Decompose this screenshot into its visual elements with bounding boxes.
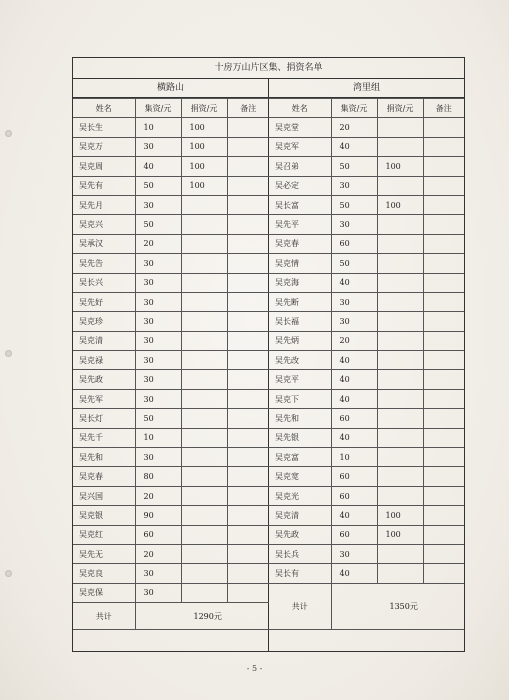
cell-raised: 30 <box>135 351 181 370</box>
cell-raised: 90 <box>135 506 181 525</box>
cell-name: 吴先好 <box>73 292 135 311</box>
table-row <box>73 118 269 137</box>
cell-remarks <box>423 467 464 486</box>
cell-raised: 10 <box>135 118 181 137</box>
table-row <box>73 273 269 292</box>
cell-remarks <box>227 428 269 447</box>
total-label: 共计 <box>269 583 331 629</box>
header-donated: 捐资/元 <box>377 99 423 118</box>
cell-remarks <box>423 254 464 273</box>
cell-remarks <box>423 506 464 525</box>
table-row <box>269 389 464 408</box>
table-row <box>73 370 269 389</box>
cell-remarks <box>227 486 269 505</box>
cell-remarks <box>423 273 464 292</box>
table-row <box>73 544 269 563</box>
cell-donated: 100 <box>181 118 227 137</box>
cell-donated <box>181 486 227 505</box>
cell-remarks <box>423 331 464 350</box>
cell-raised: 20 <box>135 544 181 563</box>
cell-raised: 50 <box>135 215 181 234</box>
cell-donated <box>181 370 227 389</box>
cell-donated <box>377 351 423 370</box>
cell-donated: 100 <box>377 195 423 214</box>
table-row <box>73 234 269 253</box>
cell-donated: 100 <box>181 137 227 156</box>
cell-donated <box>181 428 227 447</box>
cell-name: 吴克堂 <box>269 118 331 137</box>
cell-raised: 10 <box>331 448 377 467</box>
cell-remarks <box>227 137 269 156</box>
table-row <box>73 467 269 486</box>
table-row <box>73 506 269 525</box>
header-name: 姓名 <box>269 99 331 118</box>
cell-name: 吴先军 <box>73 389 135 408</box>
list-title: 十房万山片区集、捐资名单 <box>73 58 464 79</box>
cell-remarks <box>227 176 269 195</box>
table-row <box>269 370 464 389</box>
cell-donated <box>181 506 227 525</box>
cell-raised: 20 <box>135 486 181 505</box>
cell-donated <box>181 273 227 292</box>
cell-raised: 30 <box>135 564 181 583</box>
cell-name: 吴先无 <box>73 544 135 563</box>
cell-raised: 30 <box>135 370 181 389</box>
cell-raised: 40 <box>331 506 377 525</box>
cell-remarks <box>423 118 464 137</box>
cell-donated: 100 <box>181 176 227 195</box>
cell-donated <box>377 467 423 486</box>
cell-donated <box>377 118 423 137</box>
table-row <box>269 312 464 331</box>
cell-remarks <box>227 195 269 214</box>
cell-raised: 30 <box>331 215 377 234</box>
cell-donated <box>181 544 227 563</box>
cell-name: 吴长生 <box>73 118 135 137</box>
cell-donated <box>377 292 423 311</box>
cell-name: 吴克春 <box>73 467 135 486</box>
cell-remarks <box>227 583 269 602</box>
cell-remarks <box>423 312 464 331</box>
total-value: 1290元 <box>135 603 269 630</box>
cell-donated <box>377 312 423 331</box>
cell-raised: 40 <box>135 157 181 176</box>
page-number: - 5 - <box>246 664 263 673</box>
table-row <box>73 331 269 350</box>
cell-name: 吴克保 <box>73 583 135 602</box>
cell-name: 吴长兴 <box>73 273 135 292</box>
cell-remarks <box>227 215 269 234</box>
cell-remarks <box>423 370 464 389</box>
cell-raised: 30 <box>135 389 181 408</box>
cell-name: 吴必定 <box>269 176 331 195</box>
cell-name: 吴克清 <box>73 331 135 350</box>
cell-remarks <box>423 215 464 234</box>
cell-remarks <box>423 234 464 253</box>
cell-raised: 50 <box>331 195 377 214</box>
cell-raised: 50 <box>135 409 181 428</box>
cell-donated <box>377 370 423 389</box>
cell-name: 吴先政 <box>269 525 331 544</box>
cell-remarks <box>227 234 269 253</box>
cell-raised: 50 <box>331 254 377 273</box>
table-row <box>269 525 464 544</box>
cell-raised: 60 <box>331 234 377 253</box>
table-row <box>269 234 464 253</box>
cell-remarks <box>423 292 464 311</box>
cell-raised: 30 <box>135 195 181 214</box>
cell-name: 吴先和 <box>73 448 135 467</box>
table-row <box>73 292 269 311</box>
header-donated: 捐资/元 <box>181 99 227 118</box>
cell-remarks <box>423 564 464 583</box>
cell-remarks <box>423 176 464 195</box>
table-row <box>269 157 464 176</box>
header-raised: 集资/元 <box>135 99 181 118</box>
cell-raised: 80 <box>135 467 181 486</box>
table-row <box>269 506 464 525</box>
table-row <box>269 118 464 137</box>
cell-remarks <box>423 389 464 408</box>
table-row <box>269 137 464 156</box>
cell-remarks <box>227 351 269 370</box>
cell-donated <box>181 254 227 273</box>
cell-raised: 60 <box>135 525 181 544</box>
cell-remarks <box>227 389 269 408</box>
cell-remarks <box>423 448 464 467</box>
cell-donated <box>181 234 227 253</box>
header-name: 姓名 <box>73 99 135 118</box>
cell-raised: 30 <box>331 544 377 563</box>
cell-remarks <box>227 467 269 486</box>
table-row <box>73 215 269 234</box>
cell-remarks <box>227 254 269 273</box>
cell-name: 吴承汉 <box>73 234 135 253</box>
table-row <box>73 176 269 195</box>
cell-name: 吴长灯 <box>73 409 135 428</box>
cell-name: 吴克光 <box>269 486 331 505</box>
cell-name: 吴先政 <box>73 370 135 389</box>
cell-remarks <box>423 157 464 176</box>
cell-donated <box>181 525 227 544</box>
cell-name: 吴先平 <box>269 215 331 234</box>
cell-remarks <box>423 544 464 563</box>
table-row <box>73 564 269 583</box>
cell-name: 吴兴国 <box>73 486 135 505</box>
section-title-left: 横路山 <box>73 79 268 98</box>
table-row <box>73 428 269 447</box>
cell-donated <box>181 564 227 583</box>
cell-name: 吴克清 <box>269 506 331 525</box>
cell-remarks <box>227 331 269 350</box>
cell-donated <box>377 486 423 505</box>
cell-name: 吴克富 <box>269 448 331 467</box>
table-row <box>269 486 464 505</box>
total-value: 1350元 <box>331 583 464 629</box>
cell-raised: 40 <box>331 428 377 447</box>
cell-name: 吴先断 <box>269 292 331 311</box>
cell-donated <box>181 331 227 350</box>
table-row <box>269 195 464 214</box>
cell-name: 吴先告 <box>73 254 135 273</box>
cell-donated <box>377 389 423 408</box>
donation-list-sheet <box>72 57 465 652</box>
cell-donated <box>377 137 423 156</box>
cell-name: 吴克周 <box>73 157 135 176</box>
cell-name: 吴召弟 <box>269 157 331 176</box>
cell-remarks <box>227 292 269 311</box>
table-row <box>269 176 464 195</box>
cell-raised: 30 <box>135 448 181 467</box>
cell-donated <box>377 331 423 350</box>
cell-name: 吴长有 <box>269 564 331 583</box>
cell-donated <box>181 215 227 234</box>
cell-name: 吴先有 <box>73 176 135 195</box>
table-row <box>73 525 269 544</box>
cell-donated <box>181 351 227 370</box>
cell-donated: 100 <box>377 157 423 176</box>
cell-raised: 50 <box>135 176 181 195</box>
cell-name: 吴先炳 <box>269 331 331 350</box>
table-row <box>73 389 269 408</box>
cell-donated <box>377 544 423 563</box>
table-row <box>73 157 269 176</box>
cell-raised: 60 <box>331 467 377 486</box>
cell-name: 吴先和 <box>269 409 331 428</box>
cell-donated <box>377 176 423 195</box>
cell-name: 吴克情 <box>269 254 331 273</box>
section-title-right: 湾里组 <box>269 79 464 98</box>
table-row <box>269 292 464 311</box>
cell-raised: 60 <box>331 486 377 505</box>
cell-name: 吴先银 <box>269 428 331 447</box>
right-table <box>269 98 464 630</box>
cell-remarks <box>227 118 269 137</box>
cell-remarks <box>423 351 464 370</box>
cell-raised: 30 <box>331 292 377 311</box>
table-row <box>73 448 269 467</box>
cell-raised: 30 <box>135 312 181 331</box>
cell-remarks <box>227 564 269 583</box>
cell-donated <box>377 428 423 447</box>
cell-donated <box>181 409 227 428</box>
cell-remarks <box>423 195 464 214</box>
cell-donated <box>181 583 227 602</box>
cell-name: 吴长富 <box>269 195 331 214</box>
table-row <box>269 215 464 234</box>
cell-raised: 30 <box>135 583 181 602</box>
cell-raised: 30 <box>135 254 181 273</box>
cell-name: 吴先改 <box>269 351 331 370</box>
section-henglushan <box>73 79 269 651</box>
cell-raised: 40 <box>331 370 377 389</box>
cell-name: 吴克海 <box>269 273 331 292</box>
cell-raised: 40 <box>331 564 377 583</box>
cell-name: 吴克宽 <box>269 467 331 486</box>
header-remarks: 备注 <box>227 99 269 118</box>
total-label: 共计 <box>73 603 135 630</box>
left-table <box>73 98 269 630</box>
cell-donated <box>377 254 423 273</box>
cell-raised: 40 <box>331 137 377 156</box>
cell-raised: 30 <box>135 292 181 311</box>
cell-donated <box>377 273 423 292</box>
table-row <box>73 312 269 331</box>
cell-raised: 30 <box>135 331 181 350</box>
cell-remarks <box>227 370 269 389</box>
cell-name: 吴克兴 <box>73 215 135 234</box>
cell-donated <box>181 292 227 311</box>
cell-remarks <box>423 525 464 544</box>
table-row <box>269 428 464 447</box>
cell-raised: 60 <box>331 525 377 544</box>
cell-donated <box>377 448 423 467</box>
cell-remarks <box>423 428 464 447</box>
cell-raised: 30 <box>331 312 377 331</box>
cell-donated <box>181 389 227 408</box>
cell-remarks <box>423 486 464 505</box>
cell-name: 吴克万 <box>73 137 135 156</box>
cell-name: 吴克军 <box>269 137 331 156</box>
cell-donated: 100 <box>181 157 227 176</box>
table-row <box>73 409 269 428</box>
cell-name: 吴克禄 <box>73 351 135 370</box>
header-remarks: 备注 <box>423 99 464 118</box>
table-row <box>269 448 464 467</box>
cell-remarks <box>227 312 269 331</box>
table-row <box>269 331 464 350</box>
cell-name: 吴克良 <box>73 564 135 583</box>
table-row <box>73 486 269 505</box>
cell-donated: 100 <box>377 506 423 525</box>
table-row <box>269 544 464 563</box>
cell-name: 吴长福 <box>269 312 331 331</box>
table-row <box>269 467 464 486</box>
table-row <box>269 409 464 428</box>
cell-remarks <box>423 137 464 156</box>
cell-remarks <box>227 157 269 176</box>
cell-raised: 20 <box>331 331 377 350</box>
section-wanlizu <box>269 79 464 651</box>
cell-name: 吴长兵 <box>269 544 331 563</box>
cell-donated <box>377 409 423 428</box>
cell-raised: 40 <box>331 389 377 408</box>
table-row <box>73 137 269 156</box>
table-row <box>269 254 464 273</box>
cell-donated <box>181 195 227 214</box>
cell-raised: 30 <box>135 273 181 292</box>
cell-raised: 20 <box>331 118 377 137</box>
cell-remarks <box>227 525 269 544</box>
cell-name: 吴克红 <box>73 525 135 544</box>
cell-raised: 50 <box>331 157 377 176</box>
cell-raised: 30 <box>331 176 377 195</box>
cell-remarks <box>227 273 269 292</box>
cell-name: 吴克下 <box>269 389 331 408</box>
cell-donated <box>181 467 227 486</box>
cell-raised: 20 <box>135 234 181 253</box>
cell-donated <box>181 448 227 467</box>
cell-raised: 40 <box>331 351 377 370</box>
cell-donated: 100 <box>377 525 423 544</box>
table-row <box>73 195 269 214</box>
cell-remarks <box>227 448 269 467</box>
cell-remarks <box>423 409 464 428</box>
cell-raised: 10 <box>135 428 181 447</box>
cell-donated <box>377 215 423 234</box>
cell-name: 吴先千 <box>73 428 135 447</box>
table-row <box>73 351 269 370</box>
header-raised: 集资/元 <box>331 99 377 118</box>
cell-raised: 60 <box>331 409 377 428</box>
cell-raised: 30 <box>135 137 181 156</box>
cell-donated <box>377 564 423 583</box>
table-row <box>73 254 269 273</box>
cell-name: 吴克平 <box>269 370 331 389</box>
cell-name: 吴克珍 <box>73 312 135 331</box>
cell-donated <box>181 312 227 331</box>
table-row <box>269 273 464 292</box>
cell-remarks <box>227 506 269 525</box>
cell-name: 吴克银 <box>73 506 135 525</box>
table-row <box>269 564 464 583</box>
cell-remarks <box>227 409 269 428</box>
cell-name: 吴先月 <box>73 195 135 214</box>
cell-remarks <box>227 544 269 563</box>
table-row <box>269 351 464 370</box>
cell-name: 吴克春 <box>269 234 331 253</box>
cell-donated <box>377 234 423 253</box>
table-row <box>73 583 269 602</box>
cell-raised: 40 <box>331 273 377 292</box>
